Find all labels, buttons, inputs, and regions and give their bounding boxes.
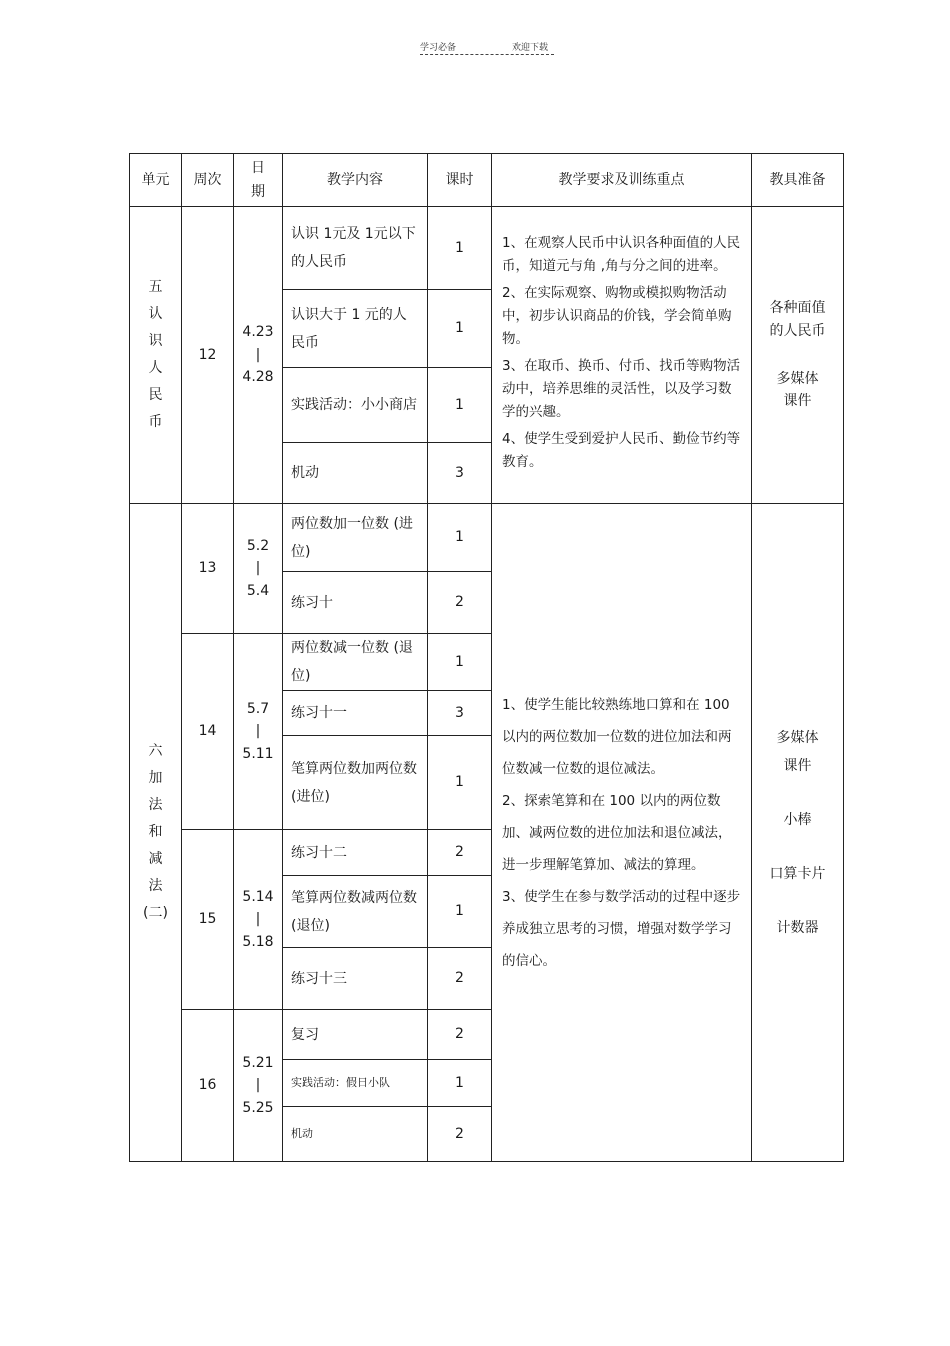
lesson-hours: 2 — [428, 1107, 492, 1162]
lesson-content: 两位数减一位数 (退位) — [283, 634, 428, 691]
lesson-content: 练习十一 — [283, 691, 428, 736]
lesson-hours: 3 — [428, 443, 492, 504]
header-dashed-line — [420, 54, 554, 55]
lesson-hours: 1 — [428, 368, 492, 443]
unit6-date-13: 5.2 | 5.4 — [234, 504, 283, 634]
unit5-week: 12 — [182, 207, 234, 504]
lesson-content: 笔算两位数加两位数 (进位) — [283, 736, 428, 830]
unit6-tools: 多媒体 课件 小棒 口算卡片 计数器 — [752, 504, 844, 1162]
lesson-content: 认识大于 1 元的人民币 — [283, 290, 428, 368]
unit6-date-16: 5.21 | 5.25 — [234, 1010, 283, 1162]
unit5-tools: 各种面值 的人民币 多媒体 课件 — [752, 207, 844, 504]
unit6-week-14: 14 — [182, 634, 234, 830]
unit6-date-15: 5.14 | 5.18 — [234, 830, 283, 1010]
header-left-text: 学习必备 — [420, 43, 457, 53]
col-header-hours: 课时 — [428, 154, 492, 207]
table-row — [130, 504, 844, 572]
lesson-hours: 1 — [428, 290, 492, 368]
lesson-content: 两位数加一位数 (进位) — [283, 504, 428, 572]
lesson-hours: 2 — [428, 830, 492, 876]
col-header-week: 周次 — [182, 154, 234, 207]
lesson-content: 复习 — [283, 1010, 428, 1060]
unit6-week-13: 13 — [182, 504, 234, 634]
lesson-hours: 1 — [428, 876, 492, 948]
table-header-row — [130, 154, 844, 207]
lesson-hours: 1 — [428, 634, 492, 691]
lesson-content: 机动 — [283, 1107, 428, 1162]
col-header-content: 教学内容 — [283, 154, 428, 207]
lesson-hours: 2 — [428, 1010, 492, 1060]
unit6-requirements: 1、使学生能比较熟练地口算和在 100 以内的两位数加一位数的进位加法和两位数减一位数的退位减法。 2、探索笔算和在 100 以内的两位数加、减两位数的进位加法和退位减法，进一步理解笔算加、减法的算理。 3、使学生在参与数学活动的过程中逐步养成独立思考的习惯，增强对数学学习的信心。 — [492, 504, 752, 1162]
lesson-hours: 1 — [428, 1060, 492, 1107]
header-right-text: 欢迎下载 — [511, 43, 548, 53]
unit6-name: 六加法和减法 (二) — [130, 504, 182, 1162]
unit6-week-16: 16 — [182, 1010, 234, 1162]
col-header-unit: 单元 — [130, 154, 182, 207]
lesson-content: 笔算两位数减两位数 (退位) — [283, 876, 428, 948]
table-row — [130, 207, 844, 290]
lesson-content: 练习十二 — [283, 830, 428, 876]
unit5-requirements: 1、在观察人民币中认识各种面值的人民币，知道元与角 ,角与分之间的进率。 2、在实际观察、购物或模拟购物活动中，初步认识商品的价钱，学会简单购物。 3、在取币、换币、付币、找币等购物活动中，培养思维的灵活性，以及学习数学的兴趣。 4、使学生受到爱护人民币、勤俭节约等教育。 — [492, 207, 752, 504]
lesson-hours: 3 — [428, 691, 492, 736]
col-header-requirements: 教学要求及训练重点 — [492, 154, 752, 207]
lesson-content: 机动 — [283, 443, 428, 504]
unit5-name: 五认识人民币 — [130, 207, 182, 504]
lesson-content: 练习十三 — [283, 948, 428, 1010]
lesson-content: 实践活动：假日小队 — [283, 1060, 428, 1107]
col-header-date: 日期 — [234, 154, 283, 207]
lesson-content: 练习十 — [283, 572, 428, 634]
lesson-hours: 2 — [428, 948, 492, 1010]
lesson-hours: 2 — [428, 572, 492, 634]
lesson-content: 认识 1元及 1元以下的人民币 — [283, 207, 428, 290]
col-header-tools: 教具准备 — [752, 154, 844, 207]
lesson-hours: 1 — [428, 504, 492, 572]
unit5-date: 4.23 | 4.28 — [234, 207, 283, 504]
lesson-hours: 1 — [428, 207, 492, 290]
teaching-plan-table — [129, 153, 844, 1162]
unit6-week-15: 15 — [182, 830, 234, 1010]
lesson-hours: 1 — [428, 736, 492, 830]
unit6-date-14: 5.7 | 5.11 — [234, 634, 283, 830]
page-header — [420, 38, 554, 56]
lesson-content: 实践活动：小小商店 — [283, 368, 428, 443]
